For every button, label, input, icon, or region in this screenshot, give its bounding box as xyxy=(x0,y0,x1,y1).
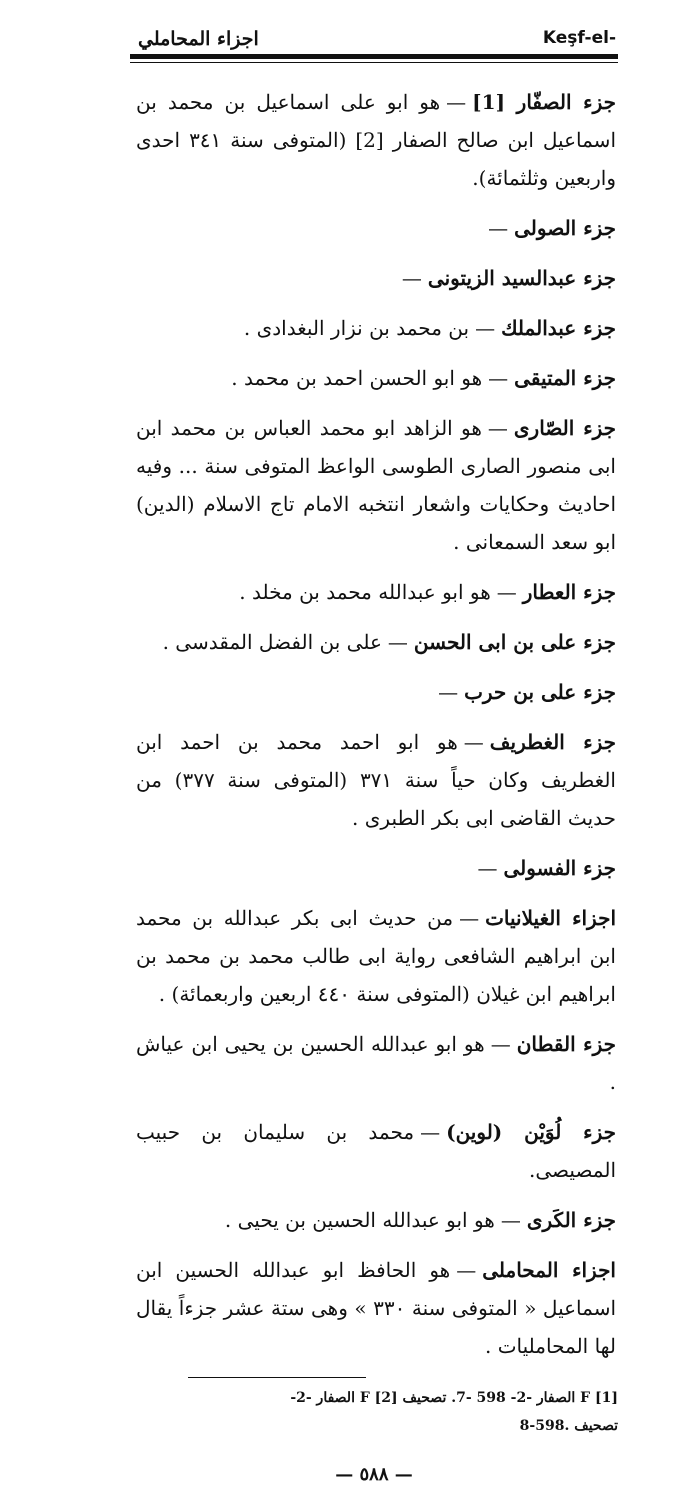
entry xyxy=(136,1025,616,1101)
entry xyxy=(136,1113,616,1189)
entry-text: هو الزاهد ابو محمد العباس بن محمد ابن ابى منصور الصارى الطوسى الواعظ المتوفى سنة ... وفيه احاديث وحكايات واشعار انتخبه الامام تاج الاسلام (الدين) ابو سعد السمعانى . xyxy=(136,416,616,554)
entry-heading: جزء الصفّار [1] xyxy=(472,90,616,114)
entry xyxy=(136,573,616,611)
entry-dash: — xyxy=(420,1120,441,1144)
entry-dash: — xyxy=(475,316,496,340)
entry xyxy=(136,1201,616,1239)
running-header xyxy=(130,18,618,59)
entry-heading: جزء القطان xyxy=(516,1032,616,1056)
entry-heading: جزء الصولى xyxy=(514,216,616,240)
entry-heading: جزء لُوَيْن (لوين) xyxy=(446,1120,616,1144)
entry-dash: — xyxy=(477,856,498,880)
entry-heading: جزء الكَرى xyxy=(526,1208,616,1232)
entry-text: على بن الفضل المقدسى . xyxy=(162,630,382,654)
entry-dash: — xyxy=(488,366,509,390)
footnote-rule xyxy=(188,1377,366,1378)
entry-text: بن محمد بن نزار البغدادى . xyxy=(243,316,470,340)
entry-dash: — xyxy=(438,680,459,704)
entry xyxy=(136,259,616,297)
entry-text: هو ابو عبدالله الحسين بن يحيى . xyxy=(224,1208,495,1232)
entry-heading: جزء الغطريف xyxy=(489,730,616,754)
entry xyxy=(136,359,616,397)
entry-heading: جزء العطار xyxy=(522,580,616,604)
entry xyxy=(136,1251,616,1365)
entry-text: هو ابو احمد محمد بن احمد ابن الغطريف وكان حياً سنة ٣٧١ (المتوفى سنة ٣٧٧) من حديث القاضى ابى بكر الطبرى . xyxy=(136,730,616,830)
entry-dash: — xyxy=(387,630,408,654)
footnote-line: تصحيف .598-8 xyxy=(519,1418,618,1434)
entry-text: هو ابو على اسماعيل بن محمد بن اسماعيل ابن صالح الصفار [2] (المتوفى سنة ٣٤١ احدى واربعين وثلثمائة). xyxy=(136,90,616,190)
entry-heading: جزء الفسولى xyxy=(503,856,616,880)
entry-dash: — xyxy=(456,1258,477,1282)
entry-dash: — xyxy=(496,580,517,604)
entry-heading: جزء عبدالملك xyxy=(501,316,616,340)
entries-list xyxy=(130,83,618,1365)
entry-dash: — xyxy=(463,730,484,754)
entry xyxy=(136,623,616,661)
entry-text: من حديث ابى بكر عبدالله بن محمد ابن ابراهيم الشافعى رواية ابى طالب محمد بن محمد بن ابراهيم ابن غيلان (المتوفى سنة ٤٤٠ اربعين واربعمائة) . xyxy=(136,906,616,1006)
entry-dash: — xyxy=(446,90,467,114)
entry-text: هو ابو عبدالله محمد بن مخلد . xyxy=(239,580,491,604)
entry-heading: جزء الصّارى xyxy=(513,416,616,440)
entry-text: هو ابو عبدالله الحسين بن يحيى ابن عياش . xyxy=(136,1032,616,1094)
footnotes xyxy=(130,1384,618,1440)
entry xyxy=(136,723,616,837)
entry-heading: جزء على بن حرب xyxy=(464,680,616,704)
entry xyxy=(136,209,616,247)
header-keyword: Keşf-el- xyxy=(542,28,616,48)
entry-dash: — xyxy=(459,906,480,930)
entry-text: هو الحافظ ابو عبدالله الحسين ابن اسماعيل « المتوفى سنة ٣٣٠ » وهى ستة عشر جزءاً يقال لها المحامليات . xyxy=(136,1258,617,1358)
header-title: اجزاء المحاملي xyxy=(138,28,259,50)
footnote-line: [1] F الصفار -2- 598 -7. تصحيف [2] F الصفار -2- xyxy=(290,1390,618,1406)
entry xyxy=(136,309,616,347)
entry-heading: جزء على بن ابى الحسن xyxy=(413,630,616,654)
page xyxy=(130,18,618,1485)
entry-heading: جزء عبدالسيد الزيتونى xyxy=(427,266,616,290)
entry-text: محمد بن سليمان بن حبيب المصيصى. xyxy=(136,1120,616,1182)
entry xyxy=(136,899,616,1013)
entry-dash: — xyxy=(487,416,508,440)
entry-dash: — xyxy=(488,216,509,240)
entry-heading: اجزاء المحاملى xyxy=(482,1258,616,1282)
entry-text: هو ابو الحسن احمد بن محمد . xyxy=(231,366,483,390)
entry xyxy=(136,409,616,561)
entry xyxy=(136,83,616,197)
entry xyxy=(136,849,616,887)
entry xyxy=(136,673,616,711)
entry-dash: — xyxy=(490,1032,511,1056)
page-number: — ٥٨٨ — xyxy=(335,1464,413,1485)
entry-dash: — xyxy=(500,1208,521,1232)
entry-dash: — xyxy=(401,266,422,290)
entry-heading: اجزاء الغيلانيات xyxy=(485,906,617,930)
entry-heading: جزء المتيقى xyxy=(514,366,616,390)
